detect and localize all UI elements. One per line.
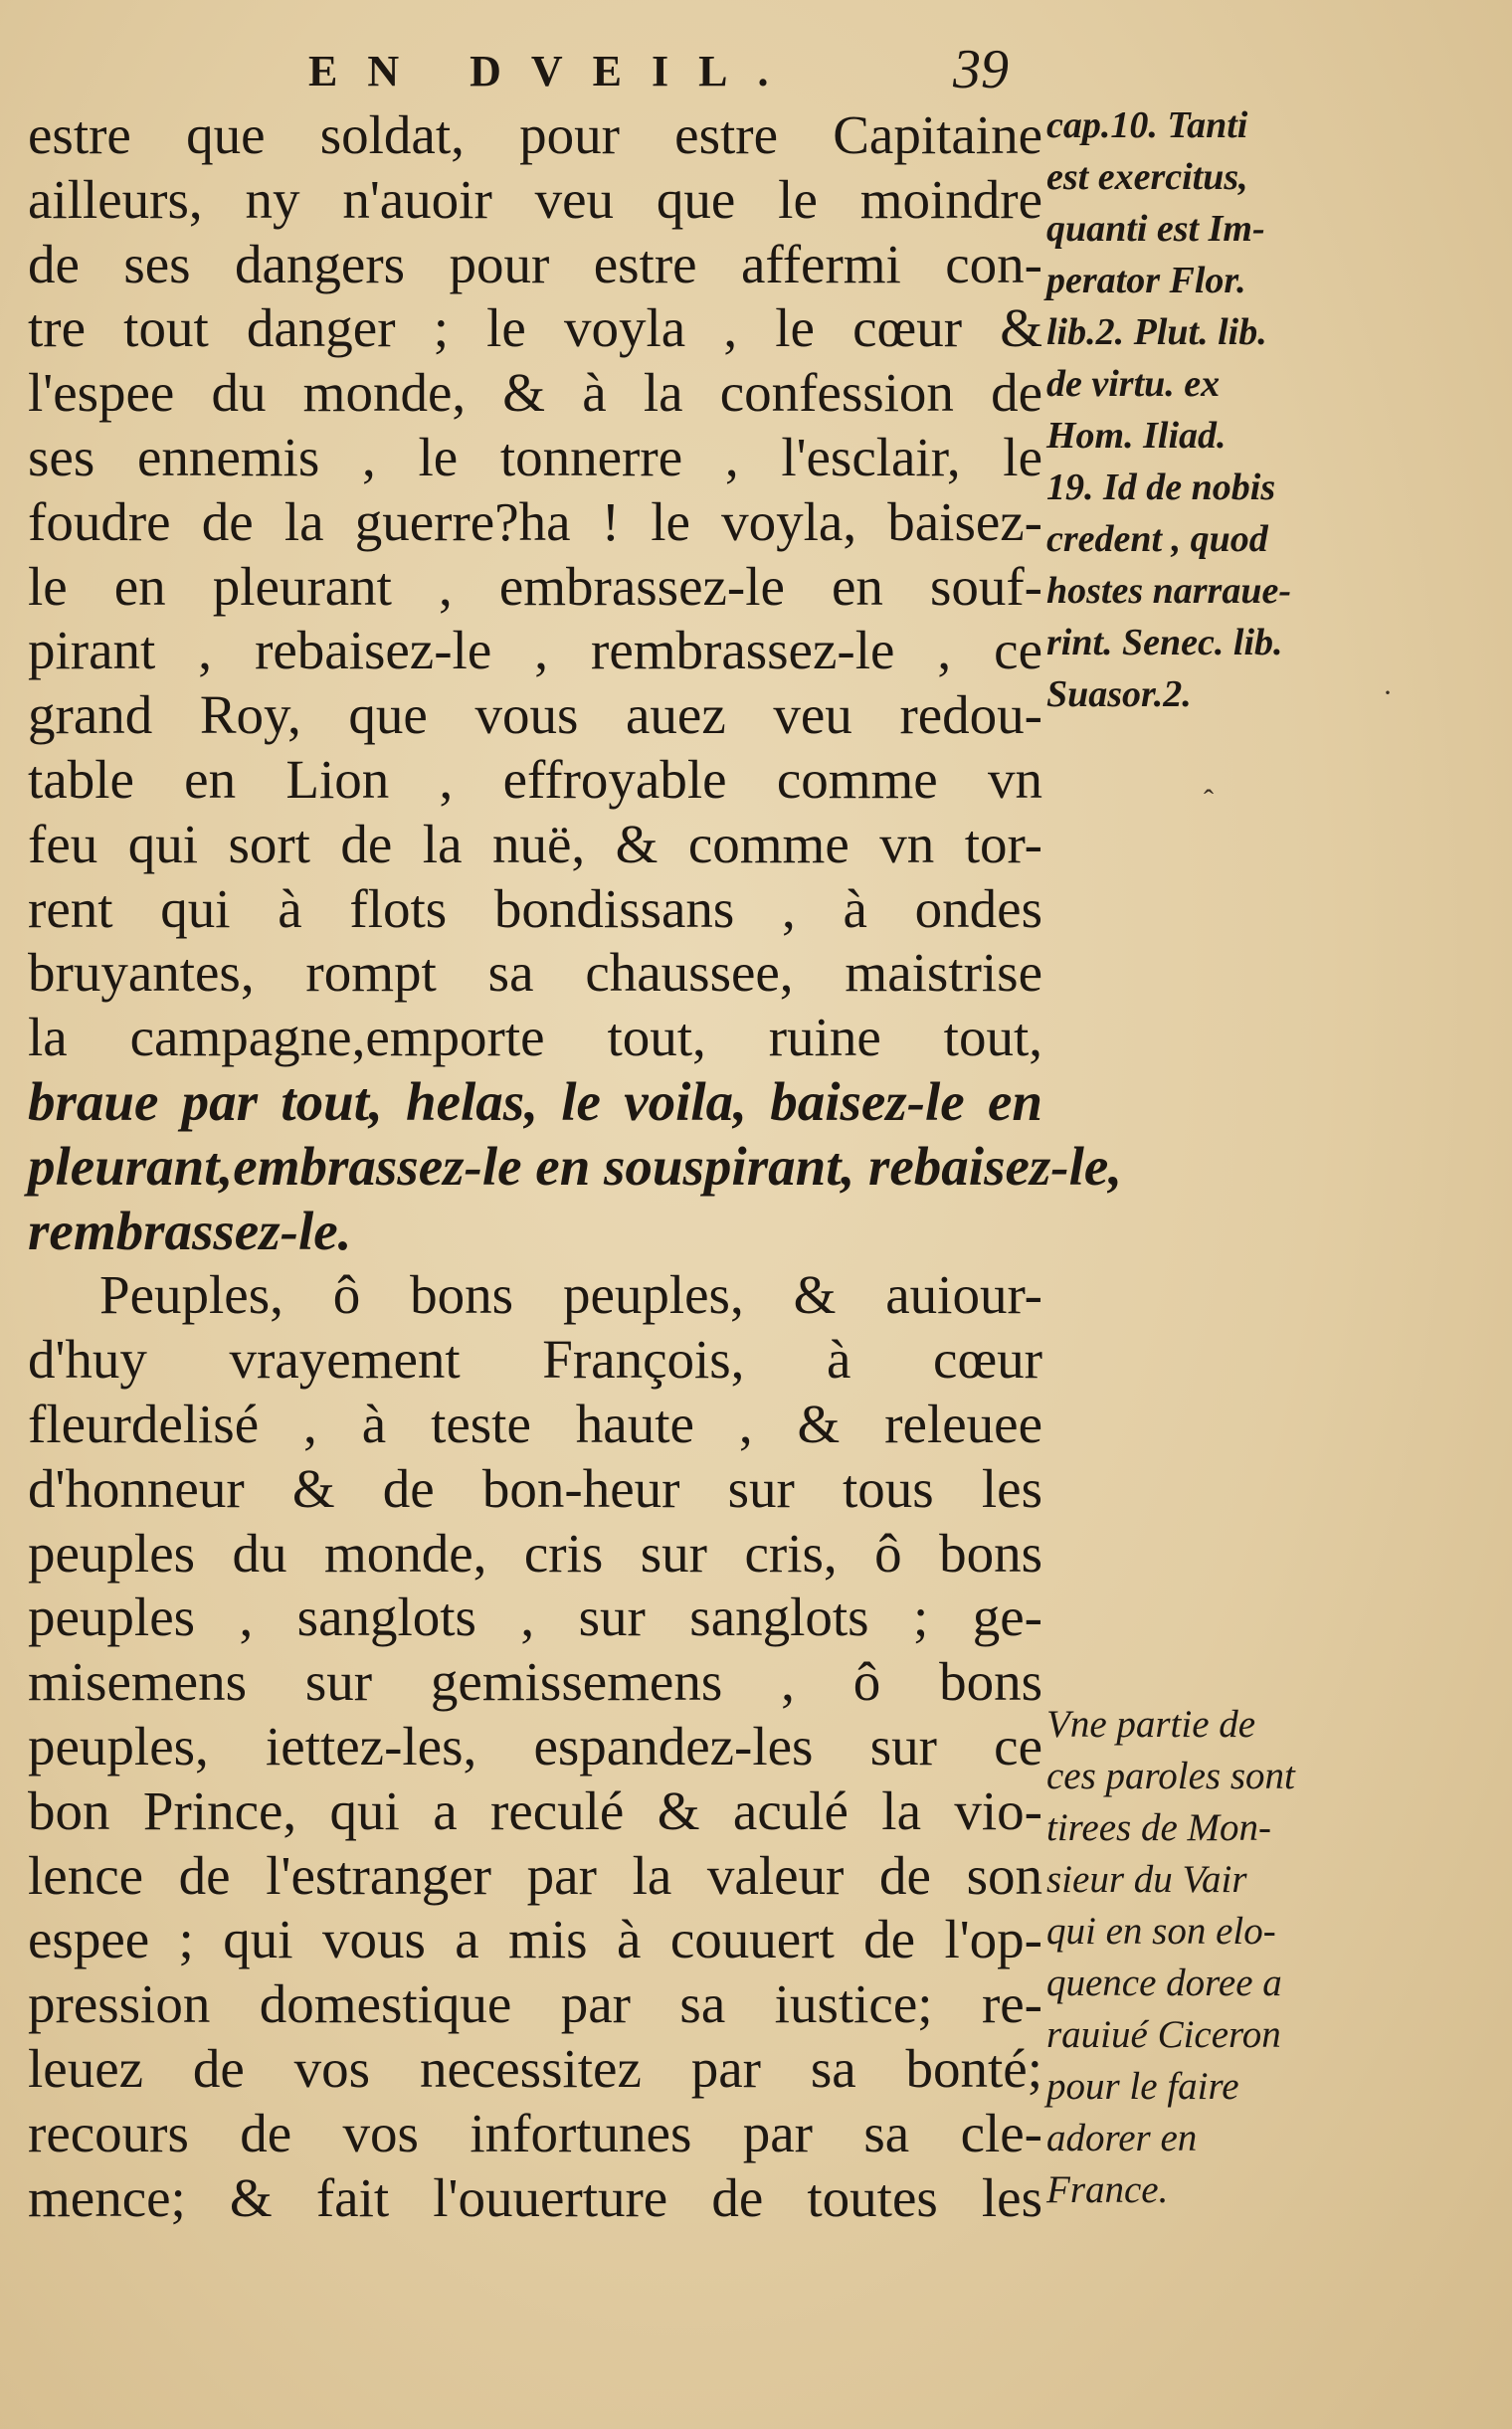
- margin-note-line: hostes narraue-: [1046, 570, 1291, 612]
- margin-note-line: adorer en: [1046, 2117, 1198, 2159]
- margin-note-line: quence doree a: [1046, 1962, 1282, 2004]
- text-line: ses ennemis , le tonnerre , l'esclair, le: [28, 426, 1042, 487]
- text-line: d'honneur & de bon-heur sur tous les: [28, 1457, 1042, 1519]
- text-line: bruyantes, rompt sa chaussee, maistrise: [28, 942, 1042, 1004]
- margin-note-line: tirees de Mon-: [1046, 1806, 1271, 1849]
- margin-note-line: lib.2. Plut. lib.: [1046, 311, 1267, 353]
- text-line: peuples, iettez-les, espandez-les sur ce: [28, 1715, 1042, 1776]
- margin-note-line: de virtu. ex: [1046, 363, 1221, 405]
- ink-speck: ·: [1383, 676, 1393, 709]
- margin-note-line: France.: [1046, 2168, 1169, 2211]
- text-line: rent qui à flots bondissans , à ondes: [28, 877, 1042, 939]
- text-line: espee ; qui vous a mis à couuert de l'op-: [28, 1909, 1042, 1970]
- text-line: table en Lion , effroyable comme vn: [28, 748, 1042, 810]
- margin-note-line: ces paroles sont: [1046, 1755, 1295, 1797]
- text-line: ailleurs, ny n'auoir veu que le moindre: [28, 168, 1042, 230]
- text-line-italic: braue par tout, helas, le voila, baisez-le en: [28, 1070, 1042, 1132]
- text-line: d'huy vrayement François, à cœur: [28, 1329, 1042, 1391]
- text-line: grand Roy, que vous auez veu redou-: [28, 684, 1042, 746]
- margin-note-line: perator Flor.: [1046, 260, 1246, 301]
- margin-note-line: est exercitus,: [1046, 156, 1248, 198]
- text-line: tre tout danger ; le voyla , le cœur &: [28, 297, 1042, 359]
- margin-note-line: cap.10. Tanti: [1046, 104, 1248, 146]
- text-line: misemens sur gemissemens , ô bons: [28, 1651, 1042, 1713]
- ink-speck: ˆ: [1204, 784, 1214, 817]
- margin-note-citations: [1046, 99, 1345, 720]
- margin-note-line: pour le faire: [1046, 2065, 1239, 2108]
- margin-note-line: 19. Id de nobis: [1046, 467, 1276, 508]
- text-line: foudre de la guerre?ha ! le voyla, baisez-: [28, 490, 1042, 552]
- text-line: le en pleurant , embrassez-le en souf-: [28, 555, 1042, 617]
- text-line-italic: rembrassez-le.: [28, 1200, 352, 1261]
- margin-note-line: Suasor.2.: [1046, 673, 1192, 715]
- margin-note-source: [1046, 1699, 1345, 2216]
- text-line-italic: pleurant,embrassez-le en souspirant, rebaisez-le,: [28, 1135, 1123, 1197]
- text-line: leuez de vos necessitez par sa bonté;: [28, 2037, 1042, 2099]
- text-line: pression domestique par sa iustice; re-: [28, 1973, 1042, 2035]
- text-line: peuples du monde, cris sur cris, ô bons: [28, 1522, 1042, 1584]
- text-line: fleurdelisé , à teste haute , & releuee: [28, 1393, 1042, 1454]
- text-line: recours de vos infortunes par sa cle-: [28, 2102, 1042, 2163]
- text-line: estre que soldat, pour estre Capitaine: [28, 104, 1042, 165]
- text-line: peuples , sanglots , sur sanglots ; ge-: [28, 1587, 1042, 1648]
- margin-note-line: rint. Senec. lib.: [1046, 622, 1283, 663]
- margin-note-line: quanti est Im-: [1046, 208, 1265, 250]
- text-line: lence de l'estranger par la valeur de son: [28, 1844, 1042, 1906]
- margin-note-line: Hom. Iliad.: [1046, 415, 1227, 457]
- text-line: feu qui sort de la nuë, & comme vn tor-: [28, 813, 1042, 874]
- margin-note-line: qui en son elo-: [1046, 1910, 1276, 1953]
- text-line: pirant , rebaisez-le , rembrassez-le , ce: [28, 620, 1042, 681]
- text-line: bon Prince, qui a reculé & aculé la vio-: [28, 1779, 1042, 1841]
- margin-note-line: credent , quod: [1046, 518, 1268, 560]
- page-header: [0, 38, 1512, 107]
- margin-note-line: rauiué Ciceron: [1046, 2013, 1281, 2056]
- paragraph-start-line: Peuples, ô bons peuples, & auiour-: [99, 1264, 1042, 1326]
- text-line: de ses dangers pour estre affermi con-: [28, 233, 1042, 294]
- margin-note-line: sieur du Vair: [1046, 1858, 1247, 1901]
- page-number: 39: [953, 39, 1009, 100]
- margin-note-line: Vne partie de: [1046, 1703, 1256, 1746]
- running-title: EN DVEIL.: [308, 47, 799, 95]
- text-line: la campagne,emporte tout, ruine tout,: [28, 1007, 1042, 1068]
- text-line: mence; & fait l'ouuerture de toutes les: [28, 2166, 1042, 2228]
- text-line: l'espee du monde, & à la confession de: [28, 362, 1042, 424]
